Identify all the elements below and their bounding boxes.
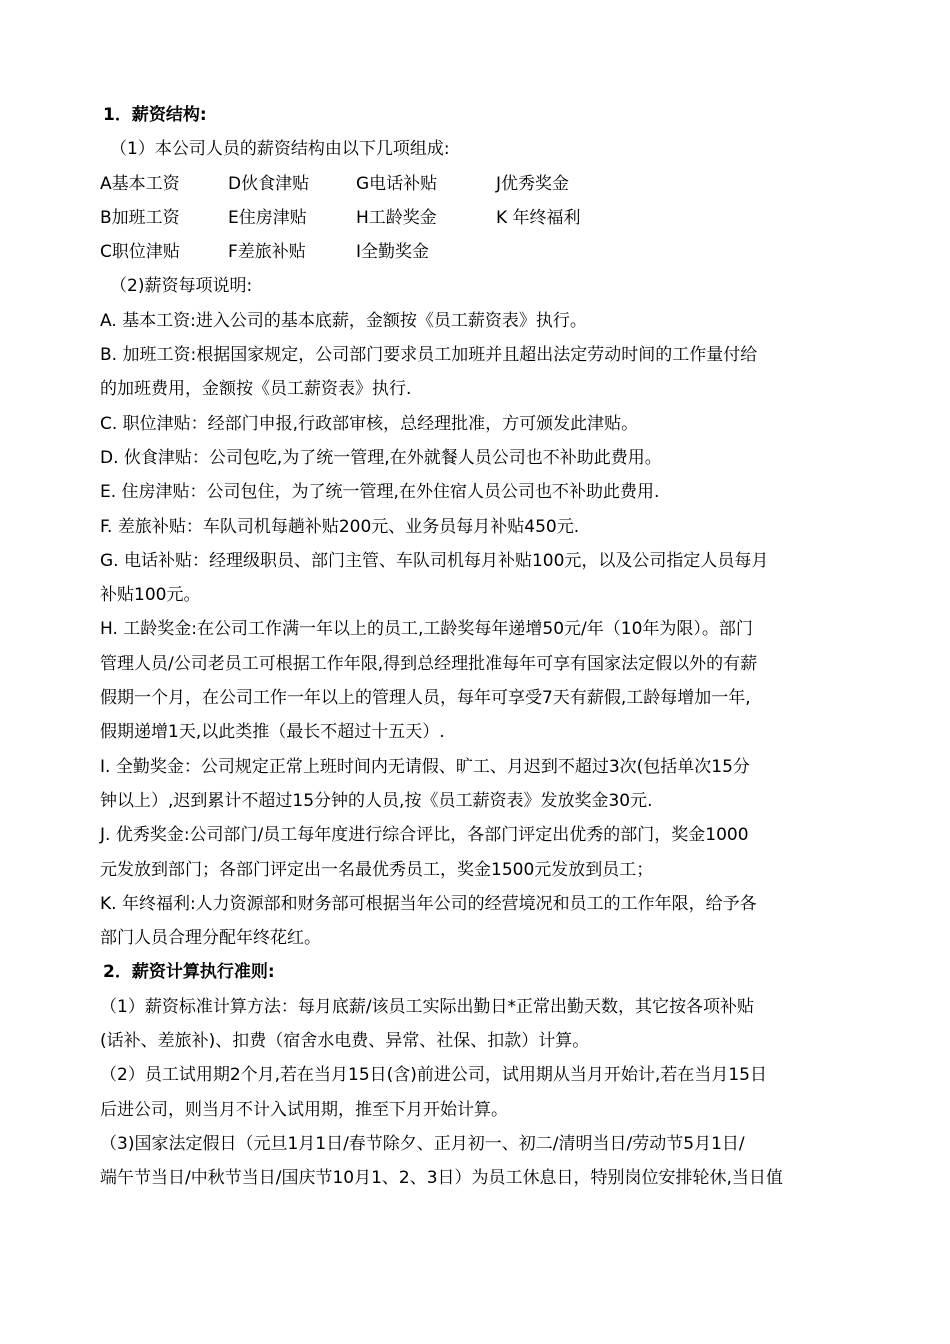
paragraph-line: （1）薪资标准计算方法：每月底薪/该员工实际出勤日*正常出勤天数，其它按各项补贴	[100, 996, 755, 1017]
salary-items-row-3	[100, 235, 865, 269]
paragraph-line: K. 年终福利:人力资源部和财务部可根据当年公司的经营境况和员工的工作年限，给予各	[100, 893, 757, 914]
section-1-intro: （1）本公司人员的薪资结构由以下几项组成:	[110, 139, 450, 160]
paragraph-line: 端午节当日/中秋节当日/国庆节10月1、2、3日）为员工休息日，特别岗位安排轮休,当日值	[100, 1168, 783, 1189]
salary-items-row-1	[100, 167, 865, 201]
paragraph-line: 后进公司，则当月不计入试用期，推至下月开始计算。	[100, 1099, 508, 1120]
paragraph-line: B. 加班工资:根据国家规定，公司部门要求员工加班并且超出法定劳动时间的工作量付给	[100, 345, 758, 366]
paragraph-line: H. 工龄奖金:在公司工作满一年以上的员工,工龄奖每年递增50元/年（10年为限）。部门	[100, 619, 753, 640]
paragraph-line: 部门人员合理分配年终花红。	[100, 928, 321, 949]
section-2-title: 2．薪资计算执行准则:	[103, 962, 275, 983]
paragraph-line: 的加班费用，金额按《员工薪资表》执行.	[100, 379, 412, 400]
paragraph-line: G. 电话补贴：经理级职员、部门主管、车队司机每月补贴100元，以及公司指定人员每月	[100, 550, 769, 571]
paragraph-line: I. 全勤奖金：公司规定正常上班时间内无请假、旷工、月迟到不超过3次(包括单次15分	[100, 756, 750, 777]
salary-item: E住房津贴	[228, 207, 307, 228]
paragraph-line: 补贴100元。	[100, 585, 201, 606]
paragraph-line: F. 差旅补贴：车队司机每趟补贴200元、业务员每月补贴450元.	[100, 516, 580, 537]
salary-item: G电话补贴	[356, 173, 438, 194]
paragraph-line: 管理人员/公司老员工可根据工作年限,得到总经理批准每年可享有国家法定假以外的有薪	[100, 653, 758, 674]
paragraph-line: J. 优秀奖金:公司部门/员工每年度进行综合评比，各部门评定出优秀的部门，奖金1000	[100, 825, 749, 846]
paragraph-line: （2）员工试用期2个月,若在当月15日(含)前进公司，试用期从当月开始计,若在当月15日	[100, 1065, 767, 1086]
salary-item: A基本工资	[100, 173, 180, 194]
salary-item: B加班工资	[100, 207, 180, 228]
paragraph-line: 钟以上）,迟到累计不超过15分钟的人员,按《员工薪资表》发放奖金30元.	[100, 790, 653, 811]
paragraph-line: 元发放到部门；各部门评定出一名最优秀员工，奖金1500元发放到员工；	[100, 859, 654, 880]
paragraph-line: C. 职位津贴：经部门申报,行政部审核，总经理批准，方可颁发此津贴。	[100, 413, 639, 434]
salary-item: D伙食津贴	[228, 173, 310, 194]
salary-item: K 年终福利	[496, 207, 581, 228]
salary-item: F差旅补贴	[228, 242, 306, 263]
paragraph-line: 假期一个月，在公司工作一年以上的管理人员，每年可享受7天有薪假,工龄每增加一年,	[100, 688, 751, 709]
section-1-subtitle: （2)薪资每项说明:	[110, 276, 253, 297]
paragraph-line: (话补、差旅补)、扣费（宿舍水电费、异常、社保、扣款）计算。	[100, 1031, 590, 1052]
paragraph-line: （3)国家法定假日（元旦1月1日/春节除夕、正月初一、初二/清明当日/劳动节5月1日/	[100, 1133, 745, 1154]
paragraph-line: 假期递增1天,以此类推（最长不超过十五天）.	[100, 722, 445, 743]
section-1-title: 1．薪资结构:	[103, 105, 207, 125]
salary-item: H工龄奖金	[356, 207, 437, 228]
salary-items-row-2	[100, 201, 865, 235]
document-body	[100, 98, 865, 1196]
salary-item: I全勤奖金	[356, 242, 430, 263]
paragraph-line: E. 住房津贴：公司包住，为了统一管理,在外住宿人员公司也不补助此费用.	[100, 482, 660, 503]
salary-item: J优秀奖金	[496, 173, 570, 194]
paragraph-line: A. 基本工资:进入公司的基本底薪，金额按《员工薪资表》执行。	[100, 310, 587, 331]
salary-item	[496, 235, 656, 269]
paragraph-line: D. 伙食津贴：公司包吃,为了统一管理,在外就餐人员公司也不补助此费用。	[100, 447, 662, 468]
salary-item: C职位津贴	[100, 242, 180, 263]
